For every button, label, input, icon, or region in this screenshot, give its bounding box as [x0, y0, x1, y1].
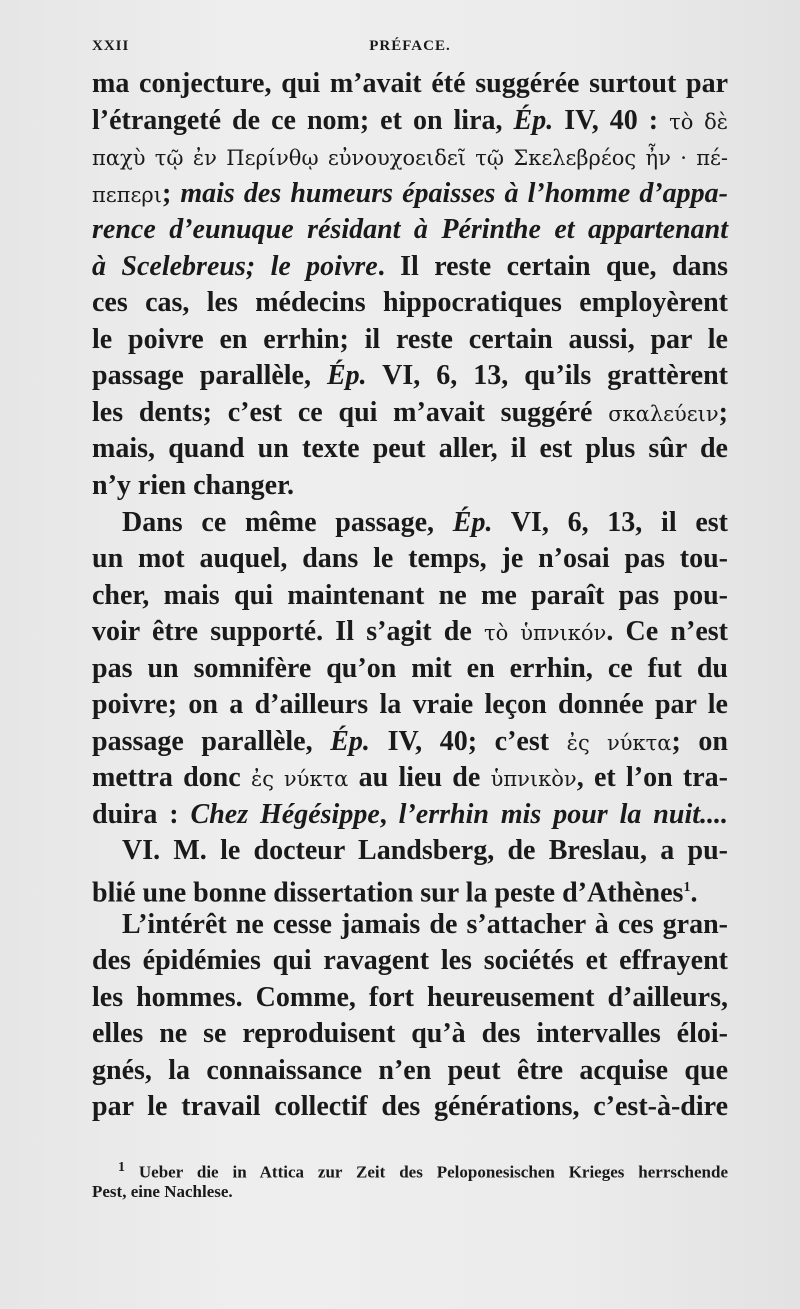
text-line — [92, 797, 728, 834]
text-segment: blié une bonne dissertation sur la peste d’Athènes — [92, 877, 684, 909]
text-segment: ; — [718, 396, 728, 428]
text-segment: le poivre en errhin; il reste certain aussi, par le — [92, 323, 728, 355]
text-line — [92, 66, 728, 103]
text-line — [92, 760, 728, 797]
text-line — [92, 176, 728, 213]
text-segment: poivre; on a d’ailleurs la vraie leçon donnée par le — [92, 689, 728, 721]
text-segment: à Scelebreus; le poivre — [92, 250, 378, 282]
greek-text: σκαλεύειν — [608, 401, 719, 426]
main-text — [92, 66, 728, 1126]
text-line — [92, 1053, 728, 1090]
text-line — [92, 431, 728, 468]
text-segment: mais, quand un texte peut aller, il est plus sûr de — [92, 433, 728, 465]
text-segment: . Ce n’est — [606, 616, 728, 648]
text-segment: des épidémies qui ravagent les sociétés et effrayent — [92, 945, 728, 977]
text-segment: les hommes. Comme, fort heureusement d’ailleurs, — [92, 981, 728, 1013]
text-line — [92, 322, 728, 359]
text-segment: Ép. — [327, 360, 367, 392]
text-line — [92, 870, 728, 907]
text-segment: mettra donc — [92, 762, 251, 794]
footnote — [92, 1156, 728, 1204]
greek-text: τὸ δὲ — [669, 109, 728, 134]
text-segment: ces cas, les médecins hippocratiques employèrent — [92, 287, 728, 319]
footnote-marker: 1 — [118, 1160, 125, 1175]
footnote-text: Ueber die in Attica zur Zeit des Peloponesischen Krieges herrschende — [125, 1162, 728, 1182]
text-segment: . — [690, 877, 698, 909]
page-number: XXII — [92, 38, 130, 54]
text-segment: l’errhin mis pour la nuit.... — [398, 798, 728, 830]
footnote-line — [92, 1156, 728, 1180]
text-line — [92, 212, 728, 249]
text-line — [92, 1016, 728, 1053]
text-segment: pas un somnifère qu’on mit en errhin, ce fut du — [92, 652, 728, 684]
text-segment: VI, 6, 13, il est — [492, 506, 728, 538]
text-line — [92, 285, 728, 322]
text-segment: les dents; c’est ce qui m’avait suggéré — [92, 396, 609, 428]
text-segment: Ép. — [513, 104, 554, 136]
text-segment: ; on — [671, 725, 728, 757]
text-segment: , et l’on tra- — [576, 762, 728, 794]
text-segment: IV, 40; c’est — [369, 725, 567, 757]
text-segment: l’étrangeté de ce nom; et on lira, — [92, 104, 514, 136]
text-segment: ; — [161, 177, 181, 209]
page-header — [92, 38, 728, 58]
greek-text: ἐς νύκτα — [566, 730, 672, 755]
text-line — [92, 833, 728, 870]
text-segment: passage parallèle, — [92, 360, 327, 392]
text-line — [92, 249, 728, 286]
text-line — [92, 103, 728, 140]
text-line — [92, 907, 728, 944]
text-segment: rence d’eunuque résidant à Périnthe et appartenant — [92, 214, 728, 246]
text-segment: cher, mais qui maintenant ne me paraît pas pou- — [92, 579, 728, 611]
text-line — [92, 468, 728, 505]
greek-text: παχὺ τῷ ἐν Περίνθῳ εὐνουχοειδεῖ τῷ Σκελεβρέος ἦν · πέ- — [92, 146, 728, 171]
text-segment: passage parallèle, — [92, 725, 331, 757]
text-segment: Ép. — [330, 725, 370, 757]
text-line — [92, 943, 728, 980]
text-segment: au lieu de — [348, 762, 491, 794]
text-line — [92, 578, 728, 615]
text-segment: . Il reste certain que, dans — [377, 250, 728, 282]
text-line — [92, 724, 728, 761]
running-head: PRÉFACE. — [369, 38, 451, 54]
text-line — [92, 651, 728, 688]
text-line — [92, 139, 728, 176]
text-segment: un mot auquel, dans le temps, je n’osai pas tou- — [92, 543, 728, 575]
text-segment: , — [379, 798, 399, 830]
text-segment: Dans ce même passage, — [122, 506, 453, 538]
text-segment: mais des humeurs épaisses à l’homme d’appa- — [180, 177, 729, 209]
text-line — [92, 358, 728, 395]
text-segment: gnés, la connaissance n’en peut être acquise que — [92, 1054, 728, 1086]
greek-text: τὸ ὑπνικόν — [484, 621, 607, 646]
text-segment: VI, 6, 13, qu’ils grattèrent — [366, 360, 728, 392]
greek-text: ὑπνικὸν — [490, 767, 577, 792]
text-segment: ma conjecture, qui m’avait été suggérée surtout par — [92, 68, 728, 99]
text-segment: Chez Hégésippe — [190, 798, 380, 830]
text-line — [92, 505, 728, 542]
text-segment: par le travail collectif des générations, c’est-à-dire — [92, 1091, 728, 1123]
text-line — [92, 980, 728, 1017]
text-segment: duira : — [92, 798, 191, 830]
text-segment: L’intérêt ne cesse jamais de s’attacher à ces gran- — [122, 908, 728, 940]
text-segment: Ép. — [452, 506, 493, 538]
text-line — [92, 614, 728, 651]
footnote-line: Pest, eine Nachlese. — [92, 1182, 233, 1201]
text-segment: n’y rien changer. — [92, 470, 294, 502]
greek-text: ἐς νύκτα — [250, 767, 349, 792]
footnote-ref: 1 — [683, 880, 691, 896]
text-segment: voir être supporté. Il s’agit de — [92, 616, 485, 648]
text-line — [92, 687, 728, 724]
text-segment: elles ne se reproduisent qu’à des intervalles éloi- — [92, 1018, 728, 1050]
text-line — [92, 1089, 728, 1126]
greek-text: πεπερι — [92, 182, 162, 207]
text-segment: VI. M. le docteur Landsberg, de Breslau, a pu- — [122, 835, 728, 867]
text-line — [92, 395, 728, 432]
text-line — [92, 541, 728, 578]
text-segment: IV, 40 : — [553, 104, 670, 136]
